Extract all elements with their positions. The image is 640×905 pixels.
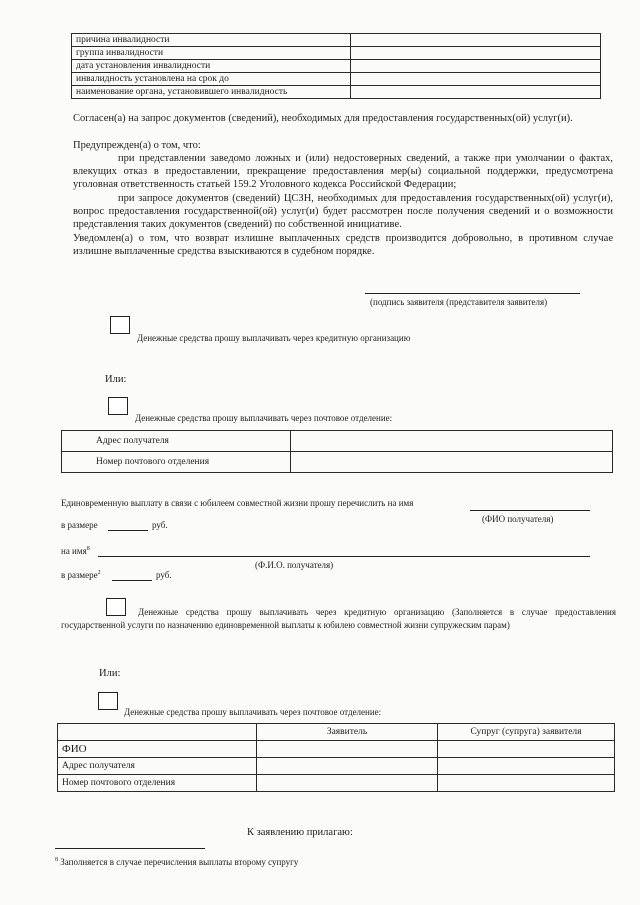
table-cell: причина инвалидности — [72, 34, 351, 47]
or-label: Или: — [105, 374, 127, 385]
post-option-label-2: Денежные средства прошу выплачивать через почтовое отделение: — [124, 707, 382, 717]
table-cell: дата установления инвалидности — [72, 60, 351, 73]
rub-label: руб. — [152, 520, 168, 530]
table-cell: ФИО — [58, 741, 257, 758]
table-cell: инвалидность установлена на срок до — [72, 73, 351, 86]
table-cell: Адрес получателя — [58, 758, 257, 775]
disability-table — [71, 33, 601, 99]
header-cell: Заявитель — [257, 724, 438, 741]
warning-paragraph: при представлении заведомо ложных и (или) недостоверных сведений, а также при умолчании о фактах, влекущих отказ в предоставлении, прекращение предоставления мер(ы) социальной поддержки, предусмотрена уголовная ответственность статьей 159.2 Уголовного кодекса Российской Федерации; — [73, 153, 613, 190]
attachments-label: К заявлению прилагаю: — [247, 827, 353, 838]
recipient-line[interactable] — [470, 510, 590, 511]
input-cell[interactable] — [351, 47, 601, 60]
input-cell[interactable] — [351, 73, 601, 86]
table-row — [58, 724, 615, 741]
input-cell[interactable] — [351, 60, 601, 73]
spouse-table — [57, 723, 615, 792]
amount-prefix: в размере — [61, 520, 98, 530]
post-table — [61, 430, 613, 473]
jubilee-text: Единовременную выплату в связи с юбилеем совместной жизни прошу перечислить на имя — [61, 498, 414, 508]
table-row — [72, 60, 601, 73]
warning-heading: Предупрежден(а) о том, что: — [73, 140, 201, 151]
post-checkbox-2[interactable] — [98, 692, 118, 710]
table-cell: Адрес получателя — [62, 431, 291, 452]
name-prefix: на имя$^8$ — [61, 546, 90, 556]
input-cell[interactable] — [438, 775, 615, 792]
table-row — [72, 47, 601, 60]
post-checkbox[interactable] — [108, 397, 128, 415]
amount-prefix-2: в размере$^2$ — [61, 570, 101, 580]
footnote: $^8$ Заполняется в случае перечисления выплаты второму супругу — [55, 857, 299, 867]
signature-caption: (подпись заявителя (представителя заявителя) — [370, 297, 548, 307]
footnote-divider — [55, 848, 205, 849]
signature-line[interactable] — [365, 293, 580, 294]
fio-caption: (ФИО получателя) — [482, 514, 554, 524]
input-cell[interactable] — [257, 741, 438, 758]
table-row — [72, 73, 601, 86]
table-row — [72, 34, 601, 47]
table-row — [58, 775, 615, 792]
input-cell[interactable] — [438, 741, 615, 758]
post-option-label: Денежные средства прошу выплачивать через почтовое отделение: — [135, 413, 393, 423]
table-row — [72, 86, 601, 99]
input-cell[interactable] — [351, 86, 601, 99]
input-cell[interactable] — [257, 775, 438, 792]
table-cell: Номер почтового отделения — [62, 452, 291, 473]
consent-paragraph: Согласен(а) на запрос документов (сведений), необходимых для предоставления государственных(ой) услуг(и). — [73, 113, 573, 124]
input-cell[interactable] — [257, 758, 438, 775]
table-cell: Номер почтового отделения — [58, 775, 257, 792]
input-cell[interactable] — [438, 758, 615, 775]
input-cell[interactable] — [291, 452, 613, 473]
input-cell[interactable] — [351, 34, 601, 47]
name-line[interactable] — [98, 556, 590, 557]
request-paragraph: при запросе документов (сведений) ЦСЗН, необходимых для предоставления государственных(ой) услуг(и), вопрос предоставления государственной(ой) услуг(и) будет рассмотрен после получения сведений и о возможности представления таких документов (сведений) по собственной инициативе. — [73, 193, 613, 230]
table-row — [62, 452, 613, 473]
table-row — [58, 758, 615, 775]
bank-option-label: Денежные средства прошу выплачивать через кредитную организацию — [137, 333, 411, 343]
table-cell: наименование органа, установившего инвалидность — [72, 86, 351, 99]
refund-paragraph: Уведомлен(а) о том, что возврат излишне выплаченных средств производится добровольно, в противном случае излишне выплаченные средства взыскиваются в судебном порядке. — [73, 233, 613, 257]
amount-line[interactable] — [108, 530, 148, 531]
fio-caption-2: (Ф.И.О. получателя) — [255, 560, 334, 570]
input-cell[interactable] — [291, 431, 613, 452]
table-cell: группа инвалидности — [72, 47, 351, 60]
or-label-2: Или: — [99, 668, 121, 679]
bank-checkbox[interactable] — [110, 316, 130, 334]
bank-option-label-2: Денежные средства прошу выплачивать через кредитную организацию (Заполняется в случае предоставления государственной услуги по назначению единовременной выплаты к юбилею совместной жизни супружеским парам) — [61, 607, 616, 630]
header-cell: Супруг (супруга) заявителя — [438, 724, 615, 741]
table-row — [58, 741, 615, 758]
rub-label-2: руб. — [156, 570, 172, 580]
table-row — [62, 431, 613, 452]
header-cell — [58, 724, 257, 741]
amount-line-2[interactable] — [112, 580, 152, 581]
